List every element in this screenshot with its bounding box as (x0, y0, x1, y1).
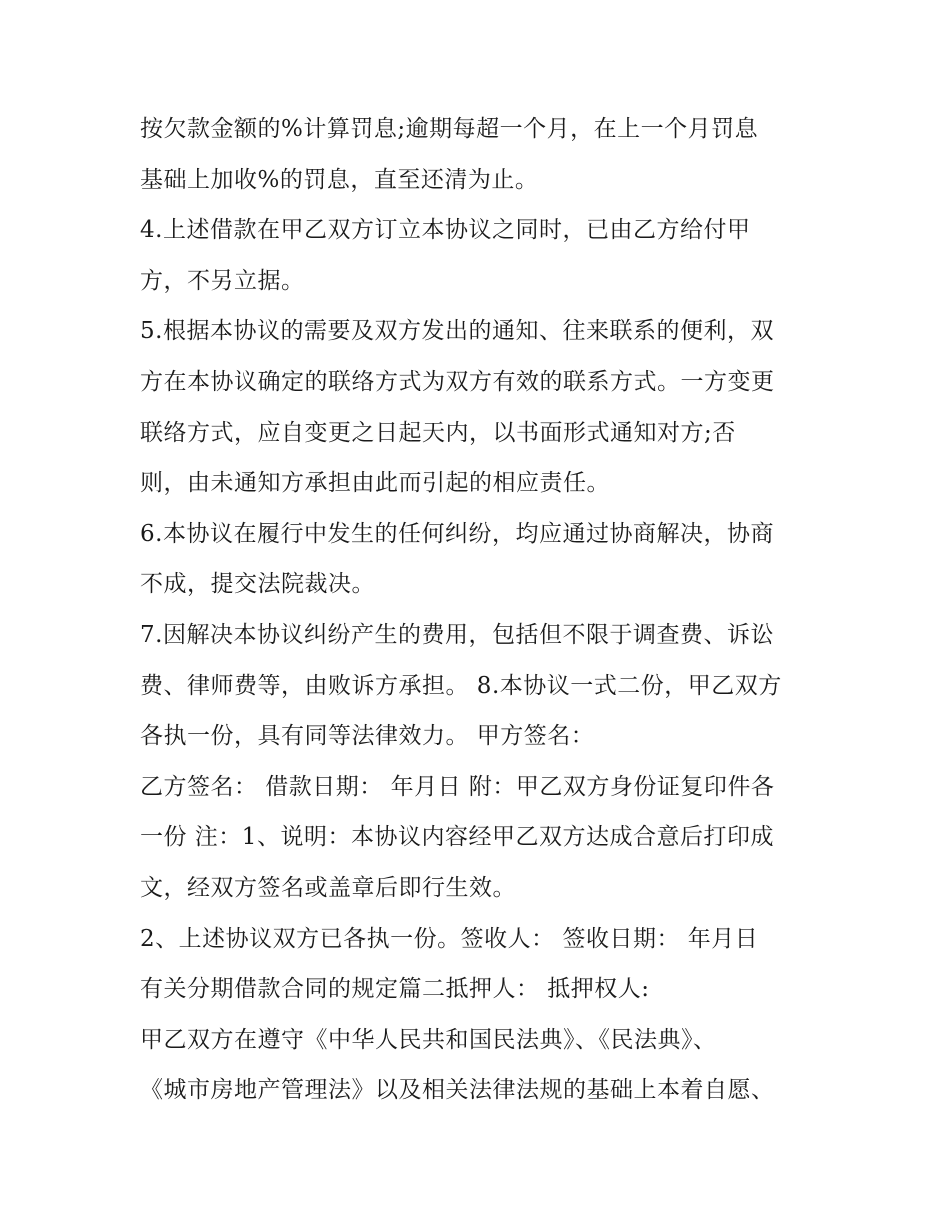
document-body (140, 104, 830, 1116)
text-line: 按欠款金额的%计算罚息;逾期每超一个月，在上一个月罚息 (140, 116, 759, 142)
text-line: 《城市房地产管理法》以及相关法律法规的基础上本着自愿、 (140, 1077, 775, 1104)
text-line: 则，由未通知方承担由此而引起的相应责任。 (140, 470, 610, 497)
text-line: 甲乙双方在遵守《中华人民共和国民法典》、《民法典》、 (140, 1026, 717, 1053)
text-line: 4.上述借款在甲乙双方订立本协议之同时，已由乙方给付甲 (140, 217, 751, 244)
text-line: 乙方签名： 借款日期： 年月日 附：甲乙双方身份证复印件各 (140, 773, 775, 800)
text-line: 方在本协议确定的联络方式为双方有效的联系方式。一方变更 (140, 368, 775, 395)
text-line: 费、律师费等，由败诉方承担。 8.本协议一式二份，甲乙双方 (140, 672, 782, 699)
text-line: 联络方式，应自变更之日起天内，以书面形式通知对方;否 (140, 419, 736, 446)
text-line: 基础上加收%的罚息，直至还清为止。 (140, 166, 539, 193)
text-line: 2、上述协议双方已各执一份。签收人： 签收日期： 年月日 (140, 925, 759, 952)
text-line: 各执一份，具有同等法律效力。 甲方签名： (140, 723, 595, 750)
text-line: 7.因解决本协议纠纷产生的费用，包括但不限于调查费、诉讼 (140, 621, 774, 648)
text-line: 5.根据本协议的需要及双方发出的通知、往来联系的便利，双 (140, 318, 774, 345)
text-line: 6.本协议在履行中发生的任何纠纷，均应通过协商解决，协商 (140, 520, 774, 547)
text-line: 一份 注：1、说明：本协议内容经甲乙双方达成合意后打印成 (140, 824, 774, 851)
text-line: 文，经双方签名或盖章后即行生效。 (140, 874, 516, 901)
text-line: 方，不另立据。 (140, 267, 305, 294)
text-line: 有关分期借款合同的规定篇二抵押人： 抵押权人: (140, 976, 650, 1003)
text-line: 不成，提交法院裁决。 (140, 571, 375, 598)
